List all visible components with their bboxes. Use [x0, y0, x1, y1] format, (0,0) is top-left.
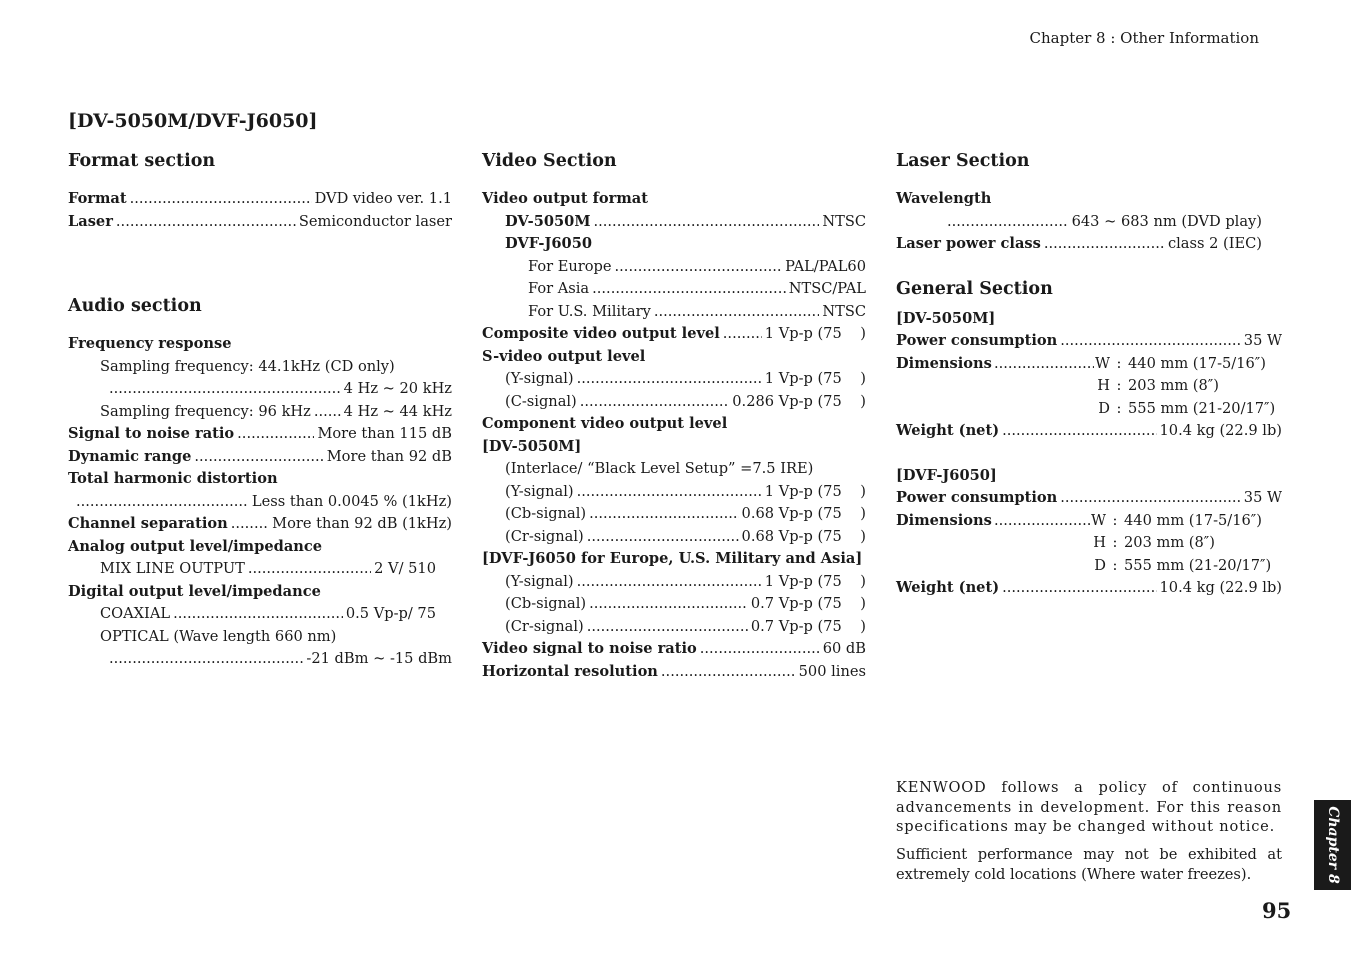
- spec-sublabel: (Interlace/ “Black Level Setup” =7.5 IRE): [505, 460, 814, 477]
- leader-dots: [231, 513, 269, 536]
- spec-label: Wavelength: [896, 190, 992, 207]
- spec-label: Laser: [68, 212, 113, 230]
- leader-dots: [237, 423, 314, 446]
- spec-value: Less than 0.0045 % (1kHz): [251, 492, 452, 510]
- spec-value: 10.4 kg (22.9 lb): [1159, 422, 1282, 439]
- spec-row-dynamic-range: [68, 446, 452, 469]
- spec-sublabel: Sampling frequency: 44.1kHz (CD only): [100, 357, 395, 375]
- spec-sublabel: (Cr-signal): [505, 527, 584, 545]
- spec-sublabel: (C-signal): [505, 392, 577, 410]
- leader-dots: [994, 510, 1090, 533]
- spec-row-coaxial: [68, 603, 452, 626]
- spec-row-europe: [482, 256, 866, 279]
- spec-row-military: [482, 301, 866, 324]
- spec-row-wavelength-value: [896, 211, 1280, 234]
- spec-row-channel-separation: [68, 513, 452, 536]
- leader-dots: [1044, 233, 1165, 256]
- spacer: [896, 256, 1280, 278]
- spec-sublabel: For Europe: [528, 257, 612, 275]
- spec-value: 35 W: [1243, 332, 1282, 349]
- axis-label: W: [1091, 511, 1106, 529]
- spec-row-power-2: [896, 487, 1282, 510]
- spec-value: 0.7 Vp-p (75 ): [750, 617, 866, 635]
- spec-row-power-1: [896, 330, 1282, 353]
- spec-value: 0.7 Vp-p (75 ): [750, 595, 866, 612]
- spec-label: Video output format: [482, 190, 648, 207]
- spec-value: 203 mm (8″): [1128, 377, 1219, 394]
- format-section-title: Format section: [68, 151, 216, 171]
- axis-label: D: [1098, 399, 1110, 417]
- leader-dots: [76, 491, 249, 514]
- spec-row-comp-cr1: [482, 526, 866, 549]
- leader-dots: [661, 661, 796, 684]
- spec-row-svideo-y: [482, 368, 866, 391]
- column-video: [482, 150, 866, 683]
- dimension-row-w-2: [896, 510, 1280, 533]
- colon: :: [1112, 511, 1118, 529]
- leader-dots: [194, 446, 323, 469]
- spec-label: Dimensions: [896, 511, 992, 529]
- spec-sublabel: DVF-J6050: [505, 235, 593, 252]
- spec-value: PAL/PAL60: [785, 257, 866, 275]
- leader-dots: [1060, 330, 1241, 353]
- spec-sublabel: MIX LINE OUTPUT: [100, 560, 245, 577]
- note-cold: [896, 845, 1282, 892]
- axis-label: H: [1093, 534, 1106, 551]
- spec-value: 555 mm (21-20/17″): [1128, 399, 1276, 417]
- leader-dots: [1060, 487, 1241, 510]
- page-number: 95: [1262, 898, 1292, 923]
- leader-dots: [654, 301, 820, 324]
- spec-sublabel: (Cb-signal): [505, 595, 587, 612]
- spec-value: 500 lines: [798, 662, 866, 680]
- spec-label: Dimensions: [896, 354, 992, 372]
- leader-dots: [577, 571, 762, 594]
- leader-dots: [116, 211, 296, 234]
- spec-label: Horizontal resolution: [482, 662, 658, 680]
- spec-value: 1 Vp-p (75 ): [764, 572, 866, 590]
- leader-dots: [587, 616, 748, 639]
- leader-dots: [1002, 577, 1156, 600]
- spec-value: -21 dBm ~ -15 dBm: [306, 650, 452, 667]
- spec-value: 643 ~ 683 nm (DVD play): [1071, 212, 1262, 230]
- general-section-title: General Section: [896, 278, 1053, 299]
- spec-label: Analog output level/impedance: [68, 537, 323, 555]
- audio-section-title: Audio section: [68, 296, 202, 316]
- spec-row-dv5050m: [482, 211, 866, 234]
- colon: :: [1112, 534, 1118, 551]
- spec-label: Video signal to noise ratio: [482, 640, 697, 657]
- spec-row-comp-y2: [482, 571, 866, 594]
- spec-label: Weight (net): [896, 422, 1000, 439]
- leader-dots: [580, 391, 730, 414]
- spec-sublabel: For Asia: [528, 280, 590, 297]
- spec-sublabel: OPTICAL (Wave length 660 nm): [100, 627, 337, 645]
- model-title: [DV-5050M/DVF-J6050]: [68, 110, 318, 132]
- leader-dots: [577, 368, 762, 391]
- dimension-row-h-2: [896, 532, 1280, 555]
- note-text: KENWOOD follows a policy of continuous advancements in development. For this reason specifications may be changed without notice.: [896, 779, 1282, 835]
- spec-row-composite: [482, 323, 866, 346]
- spec-row-comp-cb2: [482, 593, 866, 616]
- spec-value: 0.5 Vp-p/ 75: [345, 605, 436, 622]
- dimension-row-h-1: [896, 375, 1280, 398]
- colon: :: [1116, 377, 1122, 394]
- spec-label: Signal to noise ratio: [68, 425, 235, 442]
- spec-label: S-video output level: [482, 347, 646, 365]
- spec-value: 4 Hz ~ 20 kHz: [343, 380, 452, 397]
- spec-value: class 2 (IEC): [1167, 235, 1262, 252]
- leader-dots: [109, 378, 341, 401]
- leader-dots: [589, 593, 748, 616]
- model-label: [DV-5050M]: [896, 309, 996, 327]
- chapter-header: Chapter 8 : Other Information: [1029, 29, 1259, 47]
- spec-sublabel: For U.S. Military: [528, 302, 651, 320]
- spec-row-svideo-c: [482, 391, 866, 414]
- column-format-audio: [68, 150, 452, 671]
- spec-label: Power consumption: [896, 489, 1058, 506]
- spec-sublabel: (Cb-signal): [505, 505, 587, 522]
- model-label: [DVF-J6050]: [896, 466, 997, 484]
- video-section-title: Video Section: [482, 151, 617, 171]
- spec-label: Weight (net): [896, 579, 1000, 596]
- colon: :: [1112, 556, 1118, 574]
- spec-row-comp-cb1: [482, 503, 866, 526]
- spec-value: 10.4 kg (22.9 lb): [1159, 579, 1282, 596]
- spec-sublabel: DV-5050M: [505, 212, 591, 230]
- spec-sublabel: (Cr-signal): [505, 617, 584, 635]
- spec-label: Component video output level: [482, 415, 728, 432]
- spec-label: Composite video output level: [482, 325, 720, 342]
- spec-row-video-snr: [482, 638, 866, 661]
- spec-value: 1 Vp-p (75 ): [764, 482, 866, 500]
- spec-row-asia: [482, 278, 866, 301]
- spec-row-snr: [68, 423, 452, 446]
- leader-dots: [248, 558, 371, 581]
- spec-label: Total harmonic distortion: [68, 470, 278, 487]
- axis-label: D: [1094, 556, 1106, 574]
- spec-sublabel: (Y-signal): [505, 572, 574, 590]
- spec-value: 1 Vp-p (75 ): [764, 325, 866, 342]
- spec-label: Digital output level/impedance: [68, 582, 321, 600]
- spec-sublabel: (Y-signal): [505, 482, 574, 500]
- spec-row-comp-y1: [482, 481, 866, 504]
- spec-row-optical-value: [68, 648, 452, 671]
- colon: :: [1116, 399, 1122, 417]
- spec-value: 4 Hz ~ 44 kHz: [343, 402, 452, 420]
- axis-label: H: [1097, 377, 1110, 394]
- spec-value: 35 W: [1243, 489, 1282, 506]
- spec-value: 555 mm (21-20/17″): [1124, 556, 1272, 574]
- axis-label: W: [1095, 354, 1110, 372]
- leader-dots: [130, 188, 312, 211]
- spec-row-horizontal-resolution: [482, 661, 866, 684]
- dimension-row-d-2: [896, 555, 1280, 578]
- leader-dots: [947, 211, 1069, 234]
- spec-label: Laser power class: [896, 235, 1041, 252]
- spec-value: Semiconductor laser: [298, 212, 452, 230]
- chapter-tab-label: Chapter 8: [1324, 806, 1341, 884]
- leader-dots: [615, 256, 783, 279]
- spec-sublabel: COAXIAL: [100, 605, 171, 622]
- spec-label: Frequency response: [68, 335, 232, 352]
- leader-dots: [594, 211, 820, 234]
- spec-row-laser: [68, 211, 452, 234]
- leader-dots: [173, 603, 343, 626]
- spec-row-sf1-value: [68, 378, 452, 401]
- spec-sublabel: Sampling frequency: 96 kHz: [100, 402, 311, 420]
- spec-row-format: [68, 188, 452, 211]
- spec-value: 440 mm (17-5/16″): [1124, 511, 1262, 529]
- spec-row-sf2: [68, 401, 452, 424]
- spec-value: More than 115 dB: [317, 425, 452, 442]
- spec-row-laser-power: [896, 233, 1280, 256]
- chapter-tab: [1314, 800, 1351, 890]
- spec-value: 1 Vp-p (75 ): [764, 370, 866, 387]
- spec-row-weight-1: [896, 420, 1282, 443]
- note-text: Sufficient performance may not be exhibited at extremely cold locations (Where water freezes).: [896, 846, 1282, 883]
- leader-dots: [700, 638, 820, 661]
- leader-dots: [589, 503, 738, 526]
- spec-value: NTSC: [822, 212, 866, 230]
- spec-value: NTSC/PAL: [788, 280, 866, 297]
- spec-row-comp-cr2: [482, 616, 866, 639]
- note-policy: [896, 778, 1282, 845]
- spec-value: 440 mm (17-5/16″): [1128, 354, 1266, 372]
- spec-label: [DV-5050M]: [482, 437, 582, 455]
- leader-dots: [109, 648, 303, 671]
- leader-dots: [1002, 420, 1156, 443]
- leader-dots: [577, 481, 762, 504]
- leader-dots: [587, 526, 739, 549]
- spec-sublabel: (Y-signal): [505, 370, 574, 387]
- spec-value: 203 mm (8″): [1124, 534, 1215, 551]
- spec-label: Power consumption: [896, 332, 1058, 349]
- spec-row-mix-line: [68, 558, 452, 581]
- spec-label: Channel separation: [68, 515, 228, 532]
- spec-value: More than 92 dB (1kHz): [272, 515, 452, 532]
- spec-value: More than 92 dB: [326, 447, 452, 465]
- spacer: [896, 443, 1280, 465]
- spec-value: 60 dB: [822, 640, 866, 657]
- leader-dots: [723, 323, 762, 346]
- laser-section-title: Laser Section: [896, 151, 1030, 171]
- dimension-row-d-1: [896, 398, 1280, 421]
- spec-row-thd-value: [68, 491, 452, 514]
- spec-row-weight-2: [896, 577, 1282, 600]
- column-laser-general: [896, 150, 1280, 600]
- leader-dots: [314, 401, 341, 424]
- spec-label: Format: [68, 190, 127, 207]
- spec-value: 2 V/ 510: [374, 560, 436, 577]
- spec-label: [DVF-J6050 for Europe, U.S. Military and Asia]: [482, 550, 863, 567]
- spec-value: 0.68 Vp-p (75 ): [741, 505, 866, 522]
- leader-dots: [994, 353, 1094, 376]
- dimension-row-w-1: [896, 353, 1280, 376]
- colon: :: [1116, 354, 1122, 372]
- spec-value: 0.68 Vp-p (75 ): [741, 527, 866, 545]
- spacer: [68, 233, 452, 295]
- spec-value: DVD video ver. 1.1: [314, 190, 452, 207]
- spec-label: Dynamic range: [68, 447, 192, 465]
- spec-value: NTSC: [822, 302, 866, 320]
- leader-dots: [592, 278, 786, 301]
- spec-value: 0.286 Vp-p (75 ): [732, 392, 866, 410]
